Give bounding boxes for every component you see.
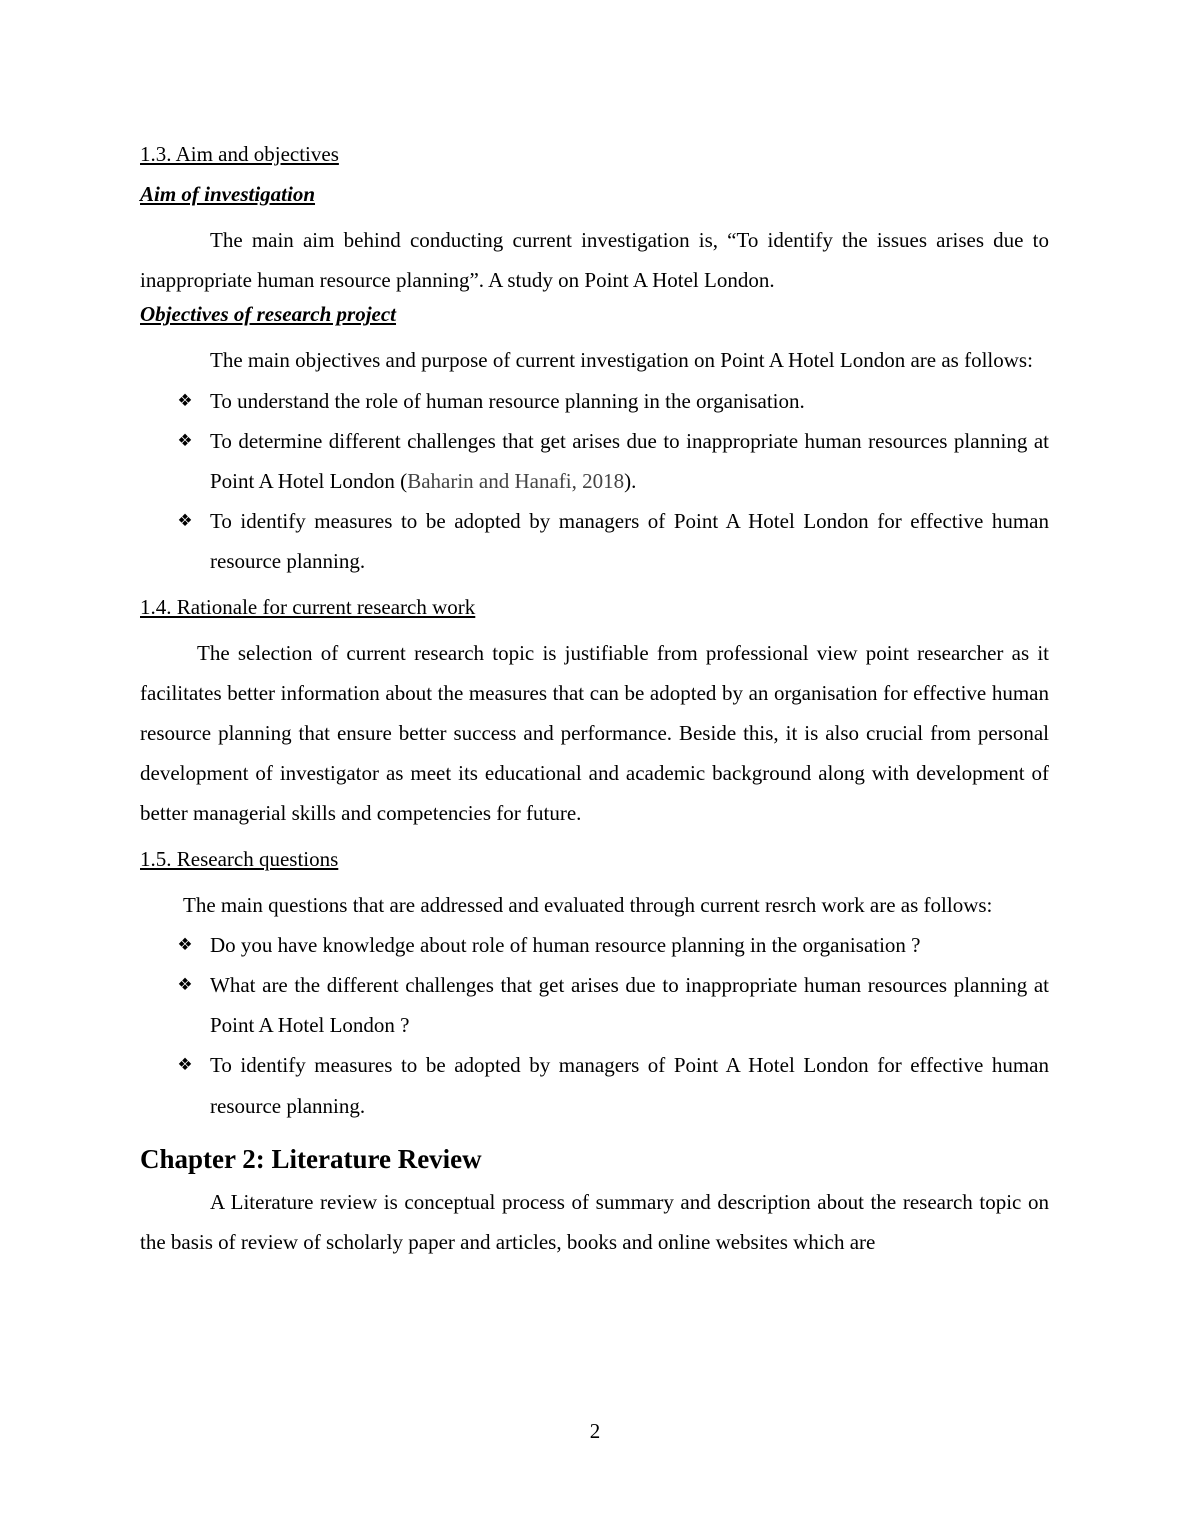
list-item	[177, 501, 1049, 581]
diamond-bullet-icon: ❖	[177, 430, 193, 451]
question-text: What are the different challenges that get arises due to inappropriate human resources planning at Point A Hotel London ?	[210, 973, 1049, 1038]
question-text: To identify measures to be adopted by managers of Point A Hotel London for effective human resource planning.	[210, 1053, 1049, 1118]
diamond-bullet-icon: ❖	[177, 975, 193, 996]
objective-text: To determine different challenges that get arises due to inappropriate human resources planning at Point A Hotel London (	[210, 428, 1049, 494]
objectives-intro-paragraph: The main objectives and purpose of current investigation on Point A Hotel London are as follows:	[210, 348, 1033, 373]
objective-text-end: ).	[624, 469, 637, 494]
citation: Baharin and Hanafi, 2018	[407, 469, 625, 494]
chapter-heading: Chapter 2: Literature Review	[140, 1143, 482, 1174]
list-item	[177, 1045, 1049, 1125]
rationale-paragraph: The selection of current research topic is justifiable from professional view point researcher as it facilitates better information about the measures that can be adopted by an organisation for effective human resource planning that ensure better success and performance. Beside this, it is also crucial from personal development of investigator as meet its educational and academic background along with development of better managerial skills and competencies for future.	[140, 640, 1049, 826]
page-number: 2	[589, 1419, 601, 1443]
question-text: Do you have knowledge about role of human resource planning in the organisation ?	[210, 932, 921, 957]
questions-list	[140, 925, 1049, 1126]
objectives-list	[140, 381, 1049, 582]
document-page	[140, 140, 1049, 1262]
questions-intro-paragraph: The main questions that are addressed and evaluated through current resrch work are as follows:	[183, 892, 993, 917]
objectives-subheading: Objectives of research project	[140, 302, 397, 327]
list-item	[177, 925, 1049, 965]
diamond-bullet-icon: ❖	[177, 511, 193, 532]
aim-paragraph: The main aim behind conducting current investigation is, “To identify the issues arises due to inappropriate human resource planning”. A study on Point A Hotel London.	[140, 228, 1049, 293]
list-item	[177, 381, 1049, 421]
chapter-intro-paragraph: A Literature review is conceptual process of summary and description about the research topic on the basis of review of scholarly paper and articles, books and online websites which are	[140, 1189, 1049, 1255]
aim-subheading: Aim of investigation	[140, 182, 316, 206]
diamond-bullet-icon: ❖	[177, 934, 193, 955]
research-questions-heading: 1.5. Research questions	[140, 846, 339, 871]
rationale-heading: 1.4. Rationale for current research work	[140, 594, 476, 619]
list-item	[177, 965, 1049, 1045]
diamond-bullet-icon: ❖	[177, 390, 193, 411]
list-item	[177, 421, 1049, 501]
aim-objectives-heading: 1.3. Aim and objectives	[140, 142, 339, 166]
objective-text: To understand the role of human resource planning in the organisation.	[210, 388, 805, 413]
diamond-bullet-icon: ❖	[177, 1055, 193, 1076]
objective-text: To identify measures to be adopted by managers of Point A Hotel London for effective human resource planning.	[210, 509, 1049, 574]
